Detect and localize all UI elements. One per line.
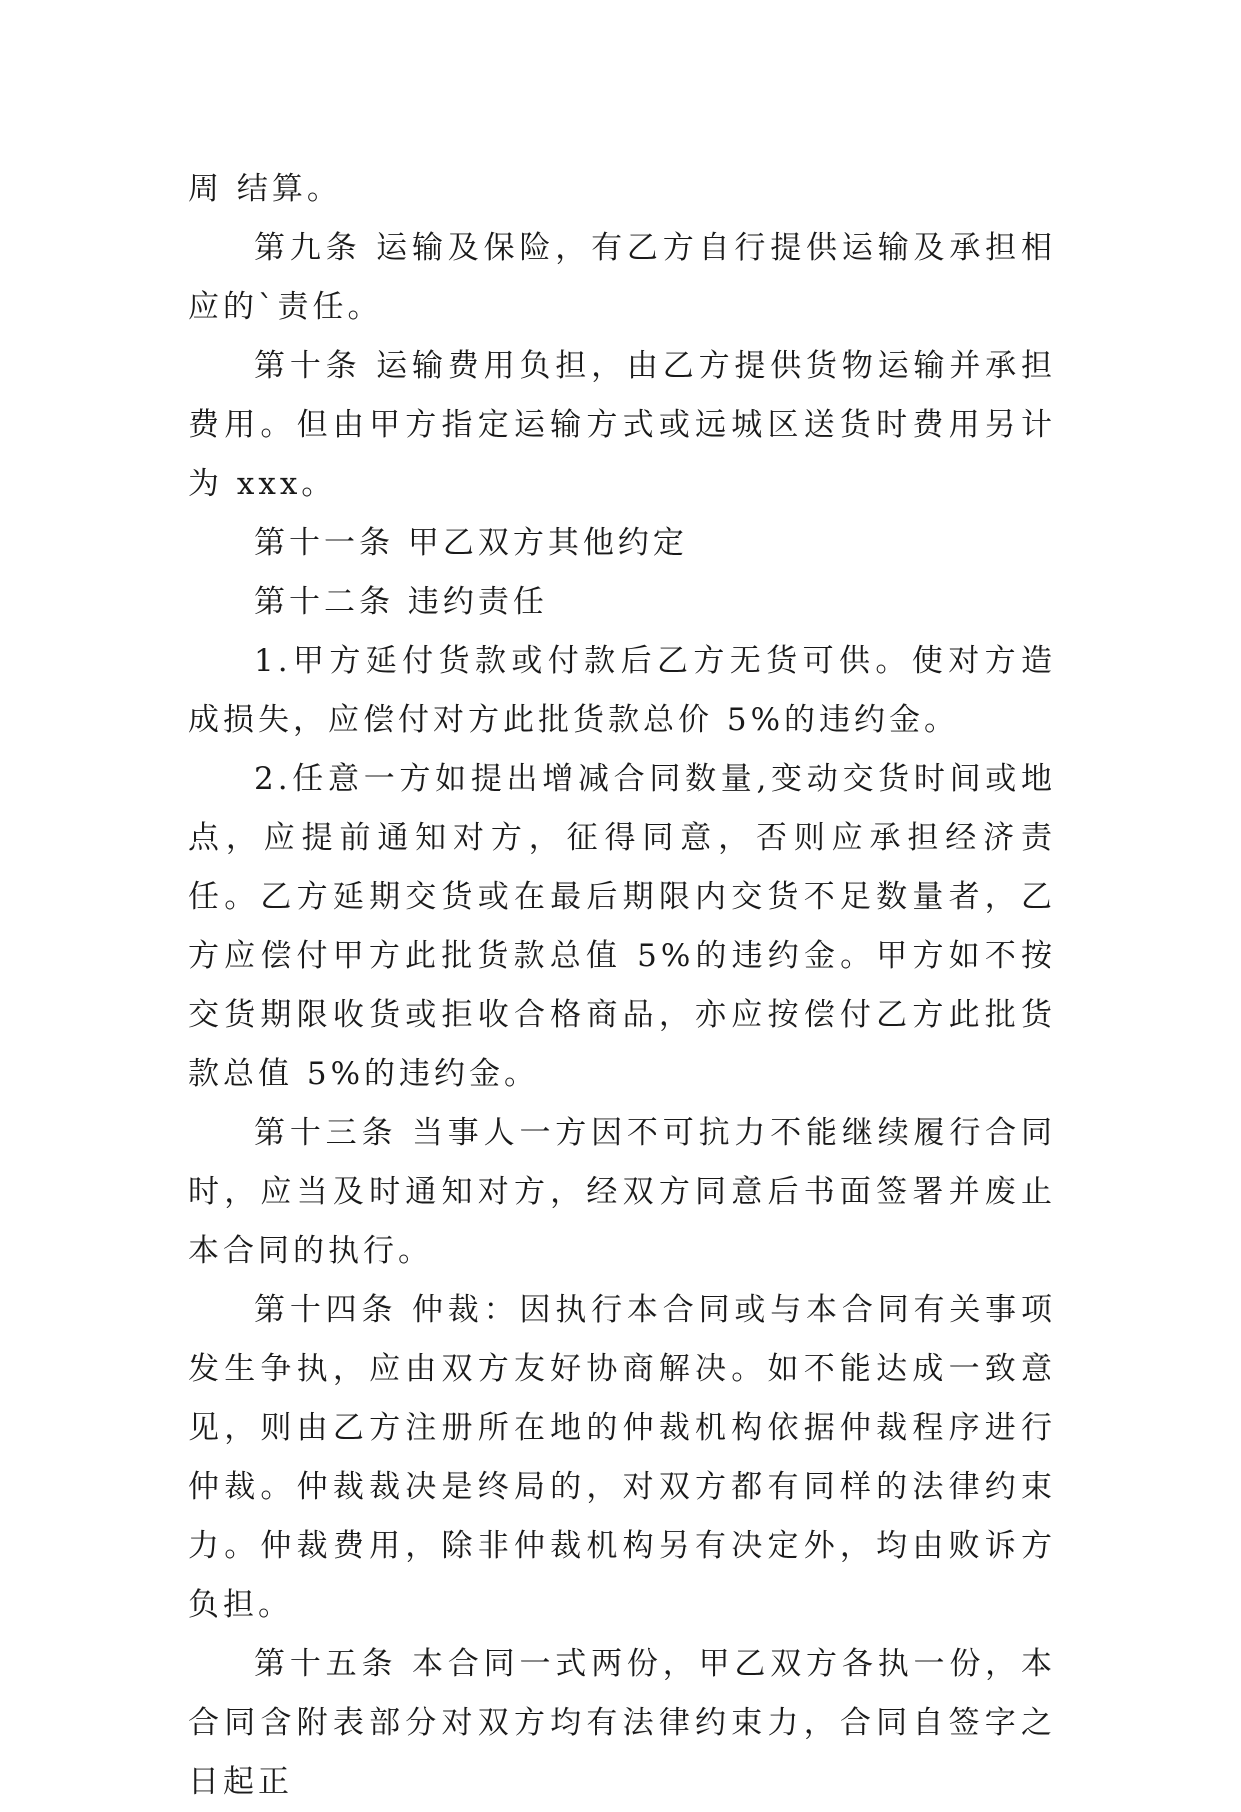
paragraph-article-12-item-1: 1.甲方延付货款或付款后乙方无货可供。使对方造成损失，应偿付对方此批货款总价 5%的违约金。 <box>188 643 1056 738</box>
paragraph-article-14: 第十四条 仲裁：因执行本合同或与本合同有关事项发生争执，应由双方友好协商解决。如不能达成一致意见，则由乙方注册所在地的仲裁机构依据仲裁程序进行仲裁。仲裁裁决是终局的，对双方都有同样的法律约束力。仲裁费用，除非仲裁机构另有决定外，均由败诉方负担。 <box>188 1292 1056 1623</box>
document-body <box>188 160 1056 1812</box>
paragraph-article-15: 第十五条 本合同一式两份，甲乙双方各执一份，本合同含附表部分对双方均有法律约束力，合同自签字之日起正 <box>188 1646 1056 1800</box>
paragraph-article-9: 第九条 运输及保险，有乙方自行提供运输及承担相应的`责任。 <box>188 230 1056 325</box>
paragraph-article-11: 第十一条 甲乙双方其他约定 <box>254 525 688 561</box>
paragraph-continuation: 周 结算。 <box>188 171 342 207</box>
paragraph-article-10: 第十条 运输费用负担，由乙方提供货物运输并承担费用。但由甲方指定运输方式或远城区送货时费用另计为 xxx。 <box>188 348 1056 502</box>
paragraph-article-12: 第十二条 违约责任 <box>254 584 548 620</box>
paragraph-article-12-item-2: 2.任意一方如提出增减合同数量,变动交货时间或地点，应提前通知对方，征得同意，否则应承担经济责任。乙方延期交货或在最后期限内交货不足数量者，乙方应偿付甲方此批货款总值 5%的违约金。甲方如不按交货期限收货或拒收合格商品，亦应按偿付乙方此批货款总值 5%的违约金。 <box>188 761 1056 1092</box>
paragraph-article-13: 第十三条 当事人一方因不可抗力不能继续履行合同时，应当及时通知对方，经双方同意后书面签署并废止本合同的执行。 <box>188 1115 1056 1269</box>
